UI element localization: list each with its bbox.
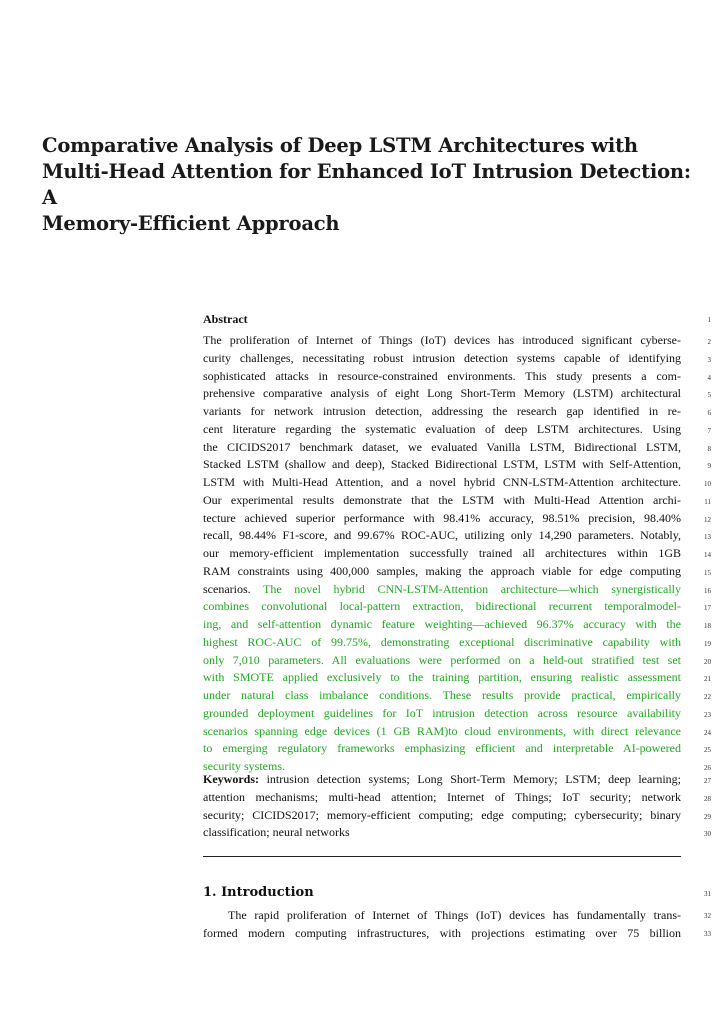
line-number: 2 [707, 338, 711, 346]
abstract-body [203, 332, 681, 776]
title-line: Memory-Efficient Approach [42, 212, 340, 235]
title-line: Multi-Head Attention for Enhanced IoT Intrusion Detection: A [42, 160, 691, 209]
line-number: 26 [704, 764, 711, 772]
keywords-line: security; CICIDS2017; memory-efficient computing; edge computing; cybersecurity; binary [203, 807, 681, 822]
abstract-line-segment-revised: The novel hybrid CNN-LSTM-Attention architecture—which synergistically [263, 581, 681, 596]
line-number: 16 [704, 586, 711, 595]
abstract-line: scenarios spanning edge devices (1 GB RAM)to cloud environments, with direct relevance [203, 723, 681, 738]
keywords-block [203, 771, 681, 842]
line-number: 11 [704, 497, 711, 506]
abstract-line: grounded deployment guidelines for IoT intrusion detection across resource availability [203, 705, 681, 720]
intro-line: The rapid proliferation of Internet of Things (IoT) devices has fundamentally trans- [228, 908, 681, 922]
line-number: 5 [707, 391, 711, 400]
intro-line: formed modern computing infrastructures, with projections estimating over 75 billion [203, 925, 681, 940]
line-number: 25 [704, 746, 711, 755]
line-number: 24 [704, 728, 711, 737]
abstract-line: with SMOTE applied exclusively to the training partition, ensuring realistic assessment [203, 670, 681, 685]
line-number: 4 [707, 373, 711, 382]
abstract-line: LSTM with Multi-Head Attention, and a novel hybrid CNN-LSTM-Attention architecture. [203, 475, 681, 489]
abstract-line: cent literature regarding the systematic evaluation of deep LSTM architectures. Using [203, 421, 681, 436]
line-number: 6 [707, 409, 711, 417]
line-number: 28 [704, 794, 711, 803]
abstract-line [203, 581, 681, 599]
line-number: 19 [704, 639, 711, 648]
keywords-line [203, 771, 681, 789]
line-number: 3 [707, 355, 711, 364]
keywords-label: Keywords: [203, 772, 259, 786]
keywords-text: intrusion detection systems; Long Short-Term Memory; LSTM; deep learning; [259, 772, 681, 786]
abstract-line: tecture achieved superior performance with 98.41% accuracy, 98.51% precision, 98.40% [203, 510, 681, 525]
abstract-line: our memory-efficient implementation successfully trained all architectures within 1GB [203, 546, 681, 560]
keywords-line: classification; neural networks [203, 825, 350, 840]
line-number: 20 [704, 657, 711, 666]
section-divider [203, 856, 681, 857]
abstract-line: The proliferation of Internet of Things (IoT) devices has introduced significant cyberse- [203, 333, 681, 347]
line-number: 27 [704, 777, 711, 785]
abstract-line-segment: scenarios. [203, 581, 264, 596]
abstract-line: variants for network intrusion detection, addressing the research gap identified in re- [203, 404, 681, 418]
line-number: 31 [704, 890, 711, 898]
abstract-line: under natural class imbalance conditions. These results provide practical, empirically [203, 688, 681, 702]
line-number: 8 [707, 444, 711, 453]
abstract-line: combines convolutional local-pattern extraction, bidirectional recurrent temporalmodel- [203, 599, 681, 614]
line-number: 12 [704, 515, 711, 524]
line-number: 13 [704, 533, 711, 542]
abstract-line: Our experimental results demonstrate that the LSTM with Multi-Head Attention archi- [203, 492, 681, 507]
abstract-line: security systems. [203, 759, 285, 773]
section-heading: 1. Introduction [203, 885, 314, 900]
introduction-body [203, 906, 681, 942]
line-number: 9 [707, 462, 711, 471]
line-number: 1 [707, 316, 711, 324]
line-number: 14 [704, 551, 711, 559]
line-number: 22 [704, 693, 711, 701]
abstract-line: ing, and self-attention dynamic feature weighting—achieved 96.37% accuracy with the [203, 617, 681, 631]
line-number: 10 [704, 480, 711, 488]
title-line: Comparative Analysis of Deep LSTM Architectures with [42, 134, 638, 157]
abstract-line: only 7,010 parameters. All evaluations were performed on a held-out stratified test set [203, 652, 681, 667]
abstract-line: RAM constraints using 400,000 samples, making the approach viable for edge computing [203, 563, 681, 578]
line-number: 32 [704, 912, 711, 920]
abstract-line: curity challenges, necessitating robust intrusion detection systems capable of identifying [203, 350, 681, 365]
abstract-line: to emerging regulatory frameworks emphasizing efficient and interpretable AI-powered [203, 741, 681, 756]
line-number: 7 [707, 426, 711, 435]
abstract-heading: Abstract [203, 312, 248, 326]
abstract-line: the CICIDS2017 benchmark dataset, we evaluated Vanilla LSTM, Bidirectional LSTM, [203, 439, 681, 454]
abstract-line: prehensive comparative analysis of eight Long Short-Term Memory (LSTM) architectural [203, 386, 681, 401]
line-number: 18 [704, 622, 711, 630]
line-number: 17 [704, 604, 711, 613]
line-number: 29 [704, 812, 711, 821]
line-number: 23 [704, 710, 711, 719]
abstract-line: highest ROC-AUC of 99.75%, demonstrating exceptional discriminative capability with [203, 634, 681, 649]
line-number: 21 [704, 675, 711, 684]
abstract-line: Stacked LSTM (shallow and deep), Stacked Bidirectional LSTM, LSTM with Self-Attention, [203, 457, 681, 472]
line-number: 33 [704, 930, 711, 938]
line-number: 30 [704, 830, 711, 839]
abstract-line: sophisticated attacks in resource-constrained environments. This study presents a com- [203, 368, 681, 383]
line-number: 15 [704, 568, 711, 577]
paper-title [42, 133, 692, 237]
abstract-line: recall, 98.44% F1-score, and 99.67% ROC-AUC, utilizing only 14,290 parameters. Notably, [203, 528, 681, 543]
keywords-line: attention mechanisms; multi-head attention; Internet of Things; IoT security; network [203, 789, 681, 804]
